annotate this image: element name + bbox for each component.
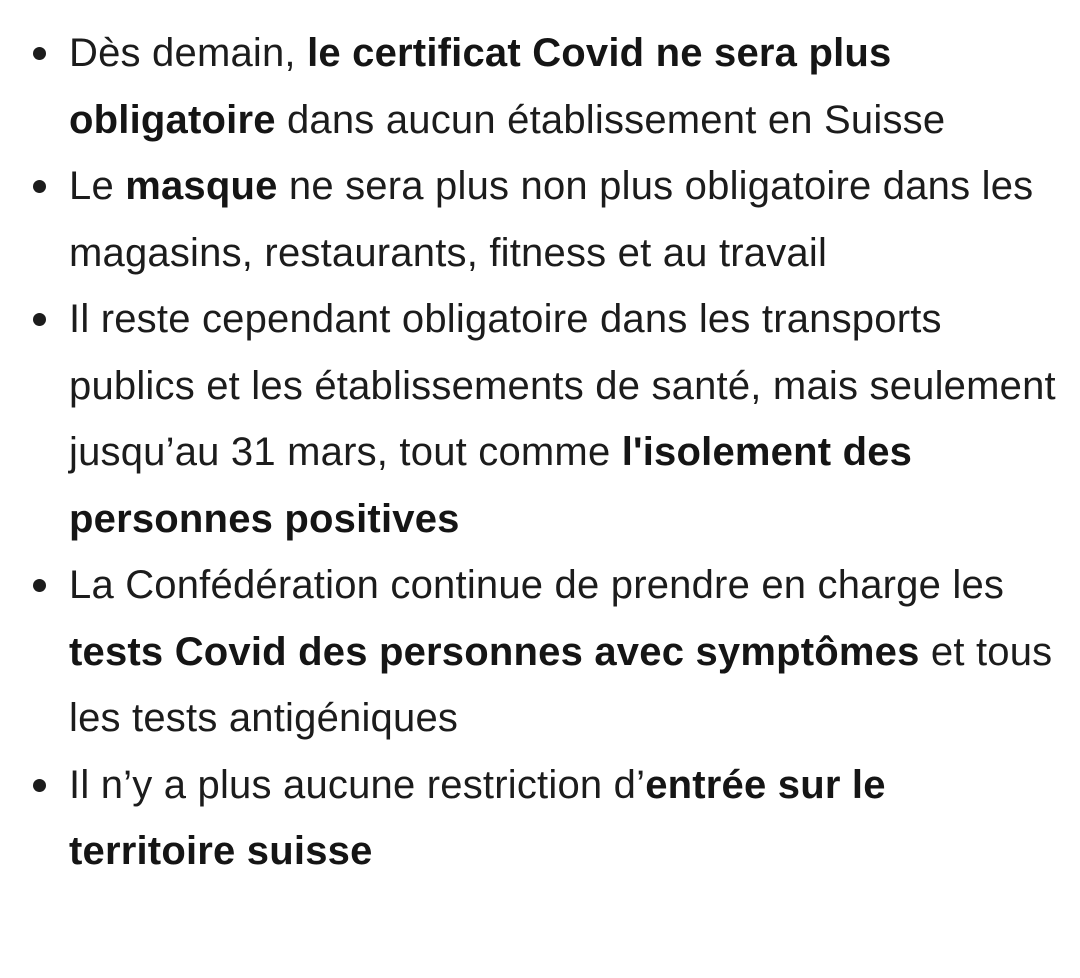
text-segment: La Confédération continue de prendre en charge les [69,563,1005,607]
text-segment: Il n’y a plus aucune restriction d’ [69,762,646,807]
bold-text-segment: l'isolement des personnes positives [69,430,913,541]
bullet-dot [33,180,46,193]
bullet-dot [33,579,46,592]
bold-text-segment: masque [125,164,278,208]
text-segment: dans aucun établissement en Suisse [275,97,946,142]
text-segment: Dès demain, [69,31,308,75]
bullet-list [0,20,1080,885]
list-item [0,752,1080,885]
text-segment: Le [69,164,126,208]
text-segment: ne sera plus non plus obligatoire dans les magasins, restaurants, fitness et au travail [69,164,1034,275]
bullet-dot [33,313,46,326]
list-item-text [69,31,945,142]
list-item-text [69,297,1056,541]
list-item [0,153,1080,286]
bold-text-segment: le certificat Covid ne sera plus obligatoire [69,31,892,142]
bullet-dot [33,47,46,60]
list-item [0,20,1080,153]
list-item [0,286,1080,552]
list-item-text [69,164,1033,275]
text-segment: et tous les tests antigéniques [69,629,1053,740]
list-item-text [69,763,886,874]
bold-text-segment: entrée sur le territoire suisse [69,762,886,873]
list-item [0,552,1080,752]
list-item-text [69,563,1052,740]
bold-text-segment: tests Covid des personnes avec symptômes [69,629,920,674]
bullet-dot [33,779,46,792]
text-segment: Il reste cependant obligatoire dans les transports publics et les établissements de santé, mais seulement jusqu’au 31 mars, tout comme [69,297,1056,474]
